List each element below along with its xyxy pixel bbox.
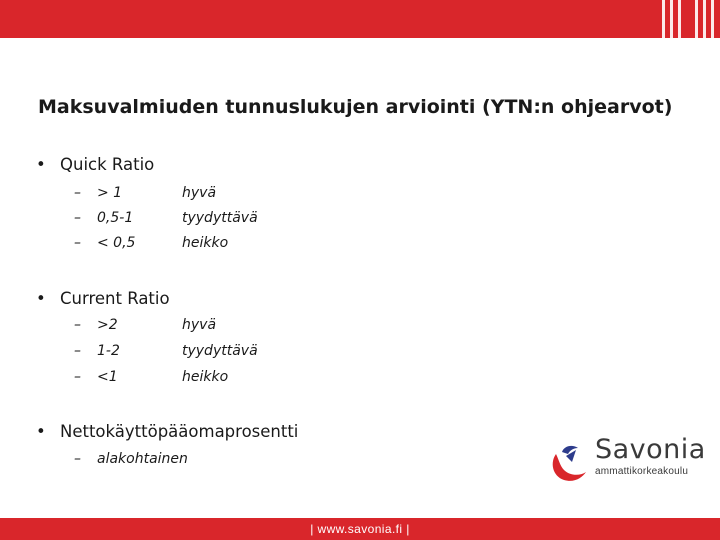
bullet-nettokayttopaaomaprosentti bbox=[36, 422, 298, 441]
range-value: alakohtainen bbox=[97, 451, 188, 467]
rating-label: heikko bbox=[182, 369, 229, 385]
header-stripes bbox=[657, 0, 714, 38]
dash-glyph: – bbox=[74, 317, 81, 333]
rating-label: hyvä bbox=[182, 185, 217, 201]
logo-subtitle: ammattikorkeakoulu bbox=[595, 466, 689, 477]
range-value: <1 bbox=[97, 369, 118, 385]
bullet-glyph: • bbox=[36, 422, 46, 441]
logo-wordmark: Savonia bbox=[595, 434, 706, 465]
footer-url[interactable]: | www.savonia.fi | bbox=[310, 522, 410, 536]
bullet-glyph: • bbox=[36, 289, 46, 308]
range-value: > 1 bbox=[97, 185, 123, 201]
rating-label: heikko bbox=[182, 235, 229, 251]
rating-label: tyydyttävä bbox=[182, 210, 258, 226]
range-value: 1-2 bbox=[97, 343, 120, 359]
bullet-glyph: • bbox=[36, 155, 46, 174]
range-value: >2 bbox=[97, 317, 118, 333]
dash-glyph: – bbox=[74, 235, 81, 251]
bullet-current-ratio bbox=[36, 289, 170, 308]
section-heading: Quick Ratio bbox=[60, 155, 155, 174]
range-value: 0,5-1 bbox=[97, 210, 134, 226]
bullet-quick-ratio bbox=[36, 155, 154, 174]
slide-title: Maksuvalmiuden tunnuslukujen arviointi (YTN:n ohjearvot) bbox=[38, 96, 673, 118]
section-heading: Current Ratio bbox=[60, 289, 170, 308]
dash-glyph: – bbox=[74, 210, 81, 226]
rating-label: hyvä bbox=[182, 317, 217, 333]
rating-label: tyydyttävä bbox=[182, 343, 258, 359]
dash-glyph: – bbox=[74, 185, 81, 201]
section-heading: Nettokäyttöpääomaprosentti bbox=[60, 422, 299, 441]
range-value: < 0,5 bbox=[97, 235, 136, 251]
dash-glyph: – bbox=[74, 343, 81, 359]
dash-glyph: – bbox=[74, 369, 81, 385]
header-bar bbox=[0, 0, 720, 38]
dash-glyph: – bbox=[74, 451, 81, 467]
